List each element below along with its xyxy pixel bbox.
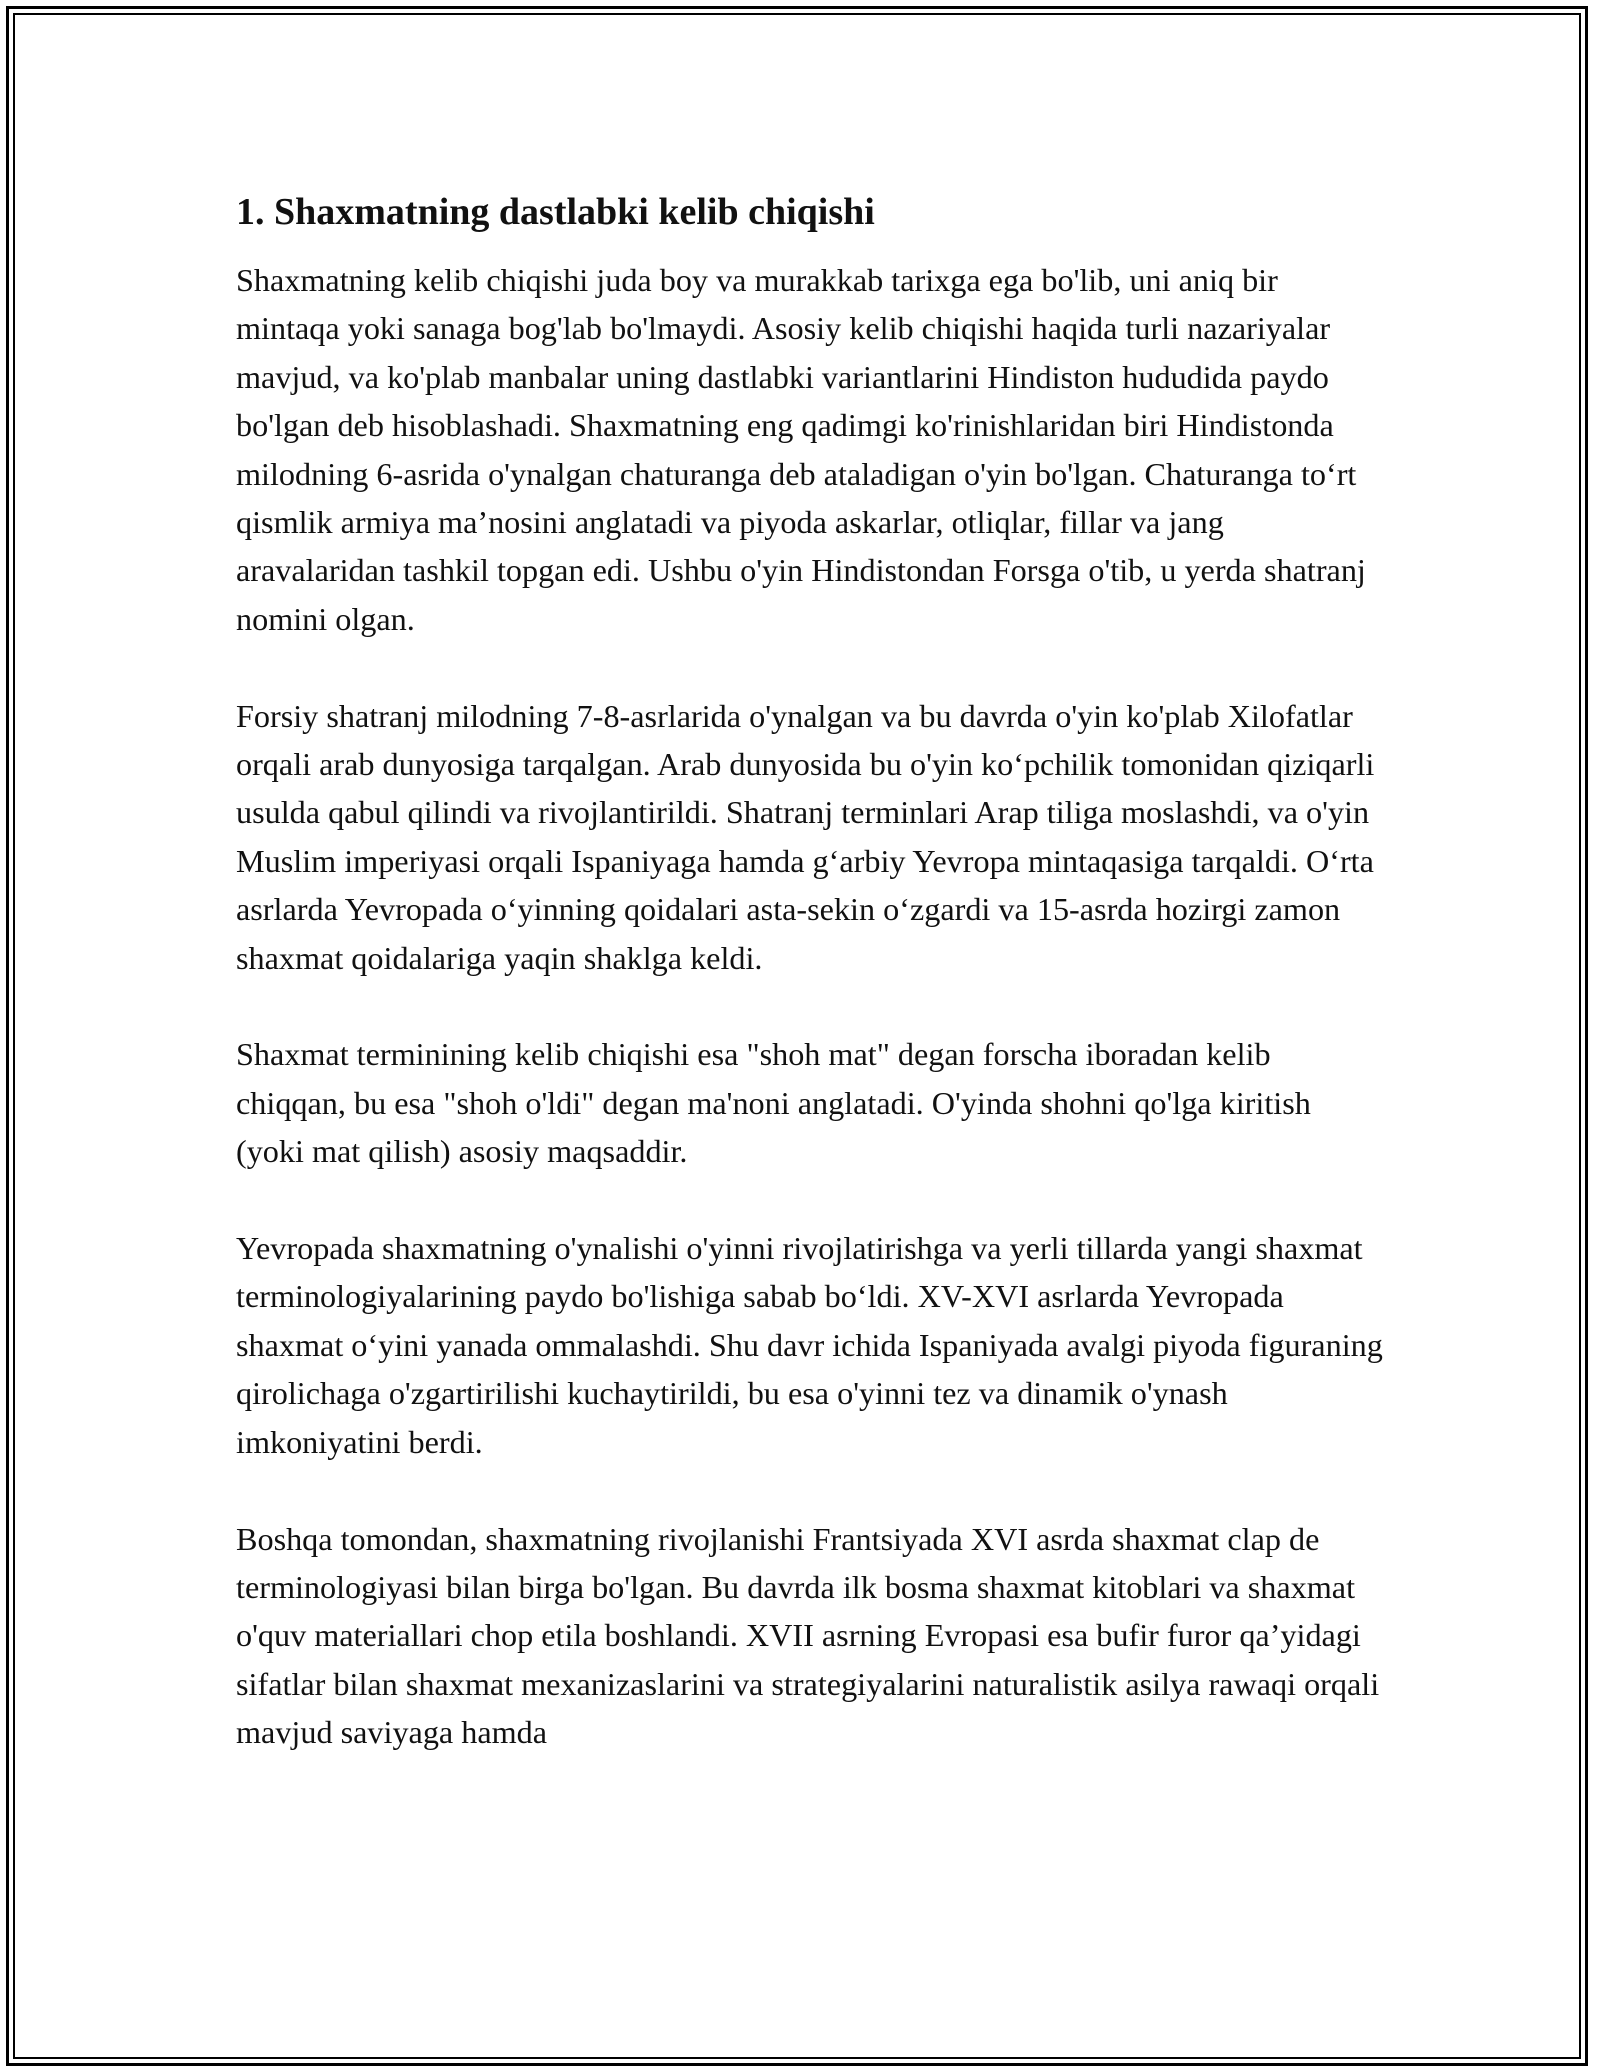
paragraph-europe-development: Yevropada shaxmatning o'ynalishi o'yinni rivojlatirishga va yerli tillarda yangi shaxmat terminologiyalarining paydo bo'lishiga sabab bo‘ldi. XV-XVI asrlarda Yevropada shaxmat o‘yini yanada ommalashdi. Shu davr ichida Ispaniyada avalgi piyoda figuraning qirolichaga o'zgartirilishi kuchaytirildi, bu esa o'yinni tez va dinamik o'ynash imkoniyatini berdi. bbox=[236, 1230, 1383, 1460]
document-body bbox=[236, 188, 1386, 1805]
paragraph-france-development: Boshqa tomondan, shaxmatning rivojlanishi Frantsiyada XVI asrda shaxmat clap de terminologiyasi bilan birga bo'lgan. Bu davrda ilk bosma shaxmat kitoblari va shaxmat o'quv materiallari chop etila boshlandi. XVII asrning Evropasi esa bufir furor qa’yidagi sifatlar bilan shaxmat mexanizaslarini va strategiyalarini naturalistik asilya rawaqi orqali mavjud saviyaga hamda bbox=[236, 1520, 1380, 1751]
section-heading: 1. Shaxmatning dastlabki kelib chiqishi bbox=[236, 191, 875, 233]
paragraph-origin-india: Shaxmatning kelib chiqishi juda boy va murakkab tarixga ega bo'lib, uni aniq bir mintaqa yoki sanaga bog'lab bo'lmaydi. Asosiy kelib chiqishi haqida turli nazariyalar mavjud, va ko'plab manbalar uning dastlabki variantlarini Hindiston hududida paydo bo'lgan deb hisoblashadi. Shaxmatning eng qadimgi ko'rinishlaridan biri Hindistonda milodning 6-asrida o'ynalgan chaturanga deb ataladigan o'yin bo'lgan. Chaturanga to‘rt qismlik armiya ma’nosini anglatadi va piyoda askarlar, otliqlar, fillar va jang aravalaridan tashkil topgan edi. Ushbu o'yin Hindistondan Forsga o'tib, u yerda shatranj nomini olgan. bbox=[236, 262, 1366, 637]
paragraph-persian-shatranj: Forsiy shatranj milodning 7-8-asrlarida o'ynalgan va bu davrda o'yin ko'plab Xilofatlar orqali arab dunyosiga tarqalgan. Arab dunyosida bu o'yin ko‘pchilik tomonidan qiziqarli usulda qabul qilindi va rivojlantirildi. Shatranj terminlari Arap tiliga moslashdi, va o'yin Muslim imperiyasi orqali Ispaniyaga hamda g‘arbiy Yevropa mintaqasiga tarqaldi. O‘rta asrlarda Yevropada o‘yinning qoidalari asta-sekin o‘zgardi va 15-asrda hozirgi zamon shaxmat qoidalariga yaqin shaklga keldi. bbox=[236, 697, 1375, 976]
paragraph-term-origin: Shaxmat terminining kelib chiqishi esa "shoh mat" degan forscha iboradan kelib chiqqan, bu esa "shoh o'ldi" degan ma'noni anglatadi. O'yinda shohni qo'lga kiritish (yoki mat qilish) asosiy maqsaddir. bbox=[236, 1036, 1311, 1170]
